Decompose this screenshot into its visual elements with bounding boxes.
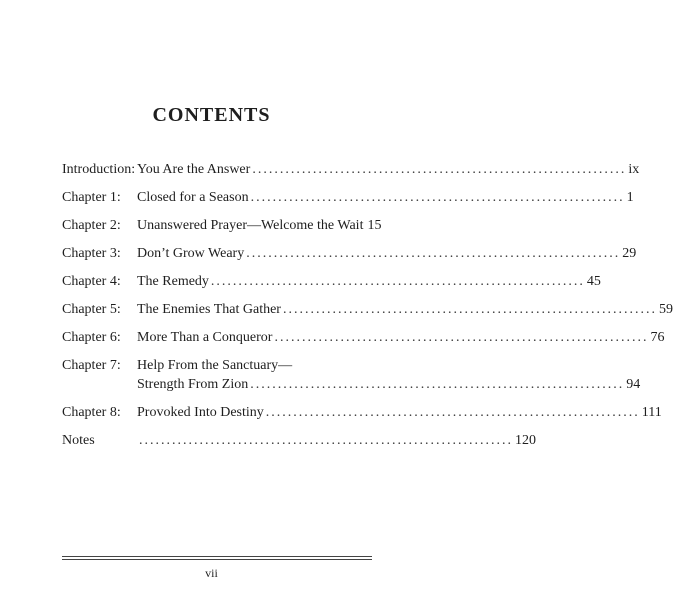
page-number: vii	[205, 566, 218, 580]
dot-leader: ....................................................................	[246, 246, 621, 261]
toc-entry-label: Chapter 4:	[62, 274, 121, 289]
page-title: CONTENTS	[152, 104, 271, 126]
toc-entry-page: 120	[515, 433, 536, 448]
toc-entry-label: Introduction:	[62, 162, 136, 177]
toc-entry-label: Chapter 2:	[62, 218, 121, 233]
toc-entry-title: Don’t Grow Weary	[137, 246, 245, 261]
dot-leader: ....................................................................	[274, 330, 649, 345]
dot-leader: ....................................................................	[282, 302, 657, 317]
toc-entry-page: 111	[641, 405, 662, 420]
toc-entry-page: 45	[586, 274, 601, 289]
toc-entry-title: The Enemies That Gather	[137, 302, 281, 317]
toc-entry-page: 94	[626, 377, 641, 392]
dot-leader: ....................................................................	[250, 377, 625, 392]
toc-entry-title: Provoked Into Destiny	[137, 405, 264, 420]
dot-leader: ....................................................................	[250, 190, 625, 205]
dot-leader: ....................................................................	[210, 274, 585, 289]
toc-entry-title: Help From the Sanctuary—	[137, 358, 293, 373]
toc-entry-page: 29	[622, 246, 637, 261]
toc-entry-title: Closed for a Season	[137, 190, 249, 205]
footer-rule	[62, 556, 372, 560]
toc-entry-page: 76	[650, 330, 665, 345]
toc-entry-title-continued: Strength From Zion	[137, 377, 249, 392]
toc-entry-page: 1	[626, 190, 634, 205]
dot-leader: ....................................................................	[265, 405, 640, 420]
toc-entry-title: You Are the Answer	[137, 162, 251, 177]
toc-entry-label: Chapter 1:	[62, 190, 121, 205]
toc-entry-page: 59	[658, 302, 673, 317]
toc-entry-label: Chapter 7:	[62, 358, 121, 373]
dot-leader: ....................................................................	[252, 162, 627, 177]
toc-entry-title: More Than a Conqueror	[137, 330, 273, 345]
toc-entry-label: Chapter 8:	[62, 405, 121, 420]
toc-entry-page: 15	[367, 218, 382, 233]
dot-leader: ....................................................................	[139, 433, 513, 448]
toc-entry-title: Unanswered Prayer—Welcome the Wait	[137, 218, 364, 233]
toc-entry-label: Chapter 6:	[62, 330, 121, 345]
toc-entry-page: ix	[628, 162, 640, 177]
toc-entry-label: Notes	[62, 433, 95, 448]
toc-entry-label: Chapter 5:	[62, 302, 121, 317]
toc-entry-label: Chapter 3:	[62, 246, 121, 261]
toc-entry-title: The Remedy	[137, 274, 209, 289]
